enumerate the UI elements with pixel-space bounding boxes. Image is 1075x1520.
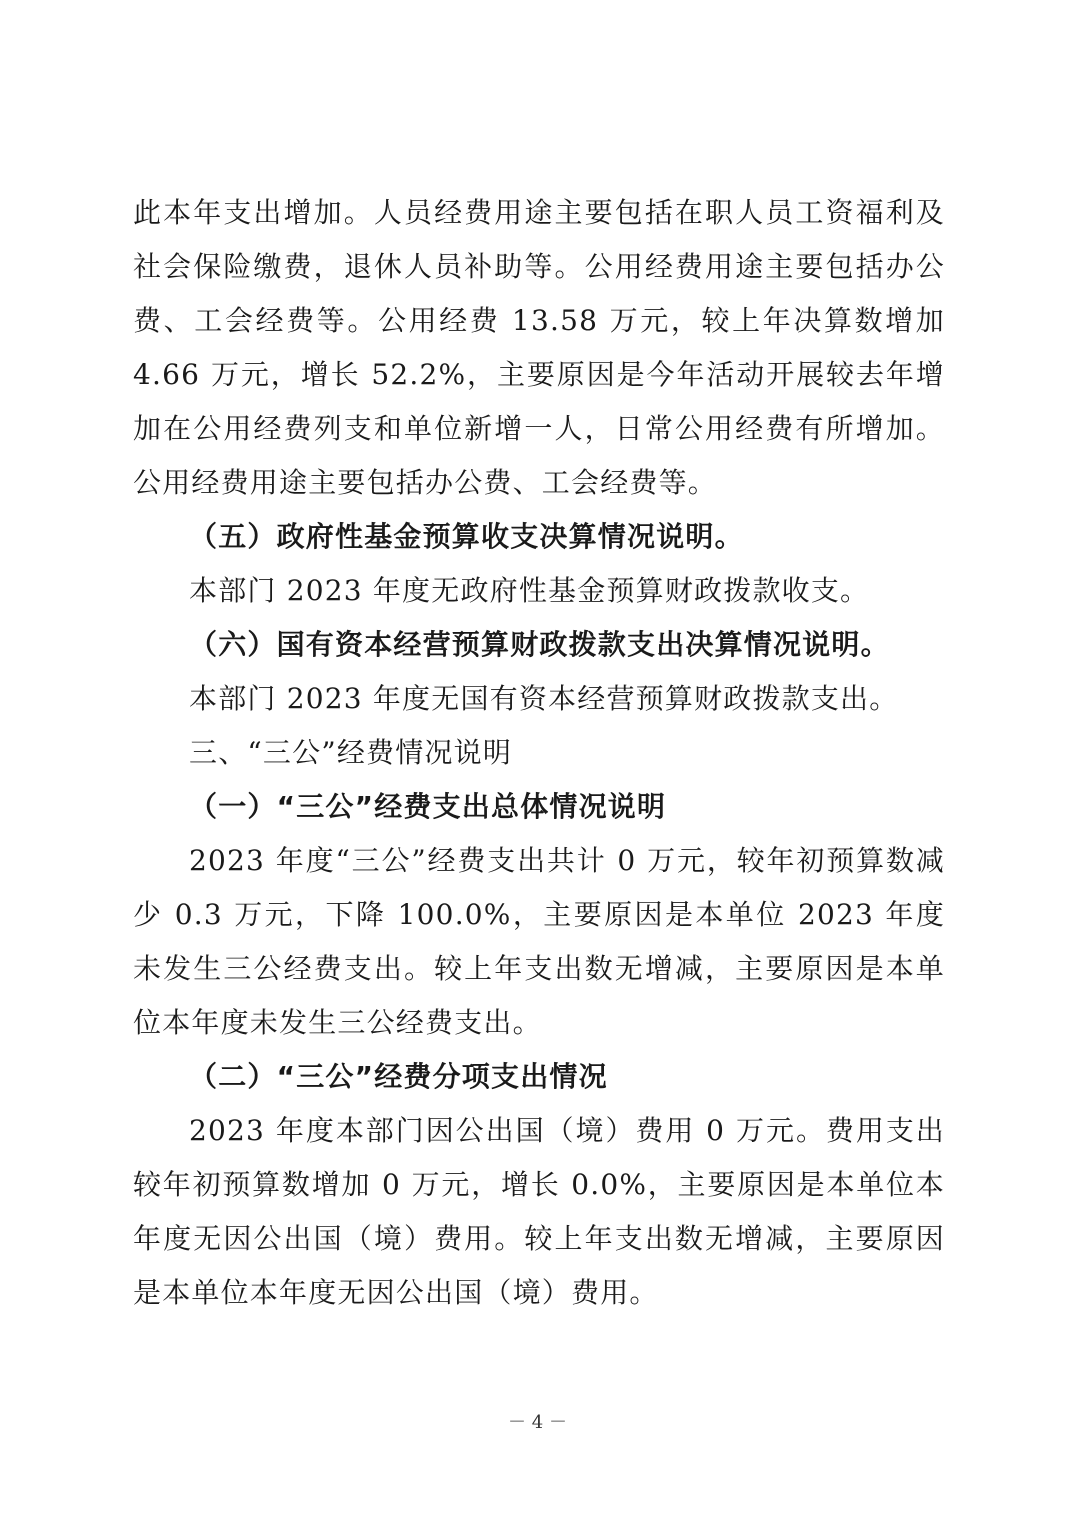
heading-state-capital-budget: （六）国有资本经营预算财政拨款支出决算情况说明。 <box>189 628 890 661</box>
paragraph-three-public-overall: 2023 年度“三公”经费支出共计 0 万元，较年初预算数减少 0.3 万元，下降 100.0%，主要原因是本单位 2023 年度未发生三公经费支出。较上年支出数无增减，主要原因是本单位本年度未发生三公经费支出。 <box>133 844 945 1039</box>
heading-three-public-itemized: （二）“三公”经费分项支出情况 <box>189 1060 608 1093</box>
paragraph-overseas-travel: 2023 年度本部门因公出国（境）费用 0 万元。费用支出较年初预算数增加 0 万元，增长 0.0%，主要原因是本单位本年度无因公出国（境）费用。较上年支出数无增减，主要原因是本单位本年度无因公出国（境）费用。 <box>133 1114 945 1309</box>
heading-government-fund-budget: （五）政府性基金预算收支决算情况说明。 <box>189 520 744 553</box>
section-heading-three-public: 三、“三公”经费情况说明 <box>189 736 513 769</box>
document-body <box>133 186 945 1320</box>
heading-three-public-overall: （一）“三公”经费支出总体情况说明 <box>189 790 667 823</box>
paragraph-personnel-public-expenses: 此本年支出增加。人员经费用途主要包括在职人员工资福利及社会保险缴费，退休人员补助等。公用经费用途主要包括办公费、工会经费等。公用经费 13.58 万元，较上年决算数增加 4.66 万元，增长 52.2%，主要原因是今年活动开展较去年增加在公用经费列支和单位新增一人，日常公用经费有所增加。公用经费用途主要包括办公费、工会经费等。 <box>133 196 945 499</box>
paragraph-state-capital-budget: 本部门 2023 年度无国有资本经营预算财政拨款支出。 <box>189 682 899 715</box>
page-number: － 4 － <box>508 1412 567 1433</box>
paragraph-government-fund-budget: 本部门 2023 年度无政府性基金预算财政拨款收支。 <box>189 574 870 607</box>
